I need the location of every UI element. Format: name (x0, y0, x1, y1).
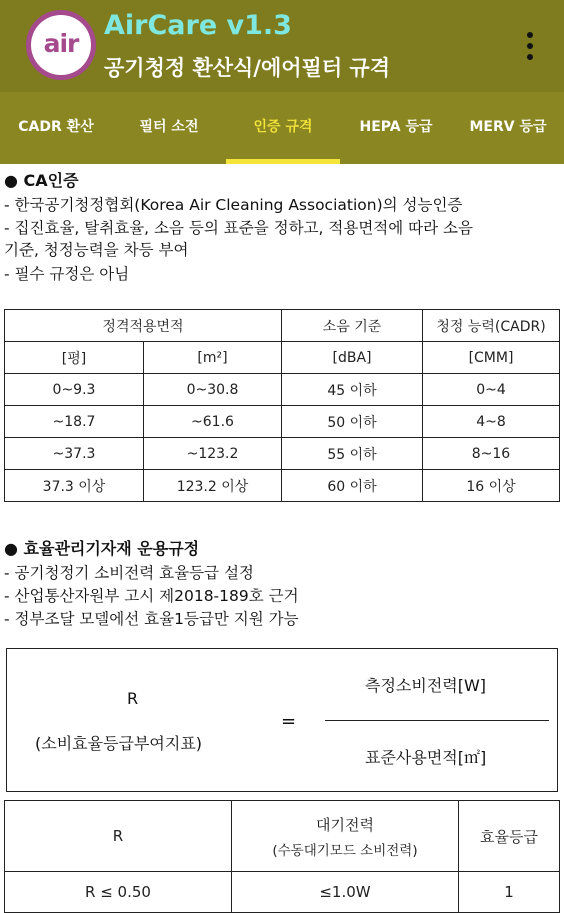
ca-line: 기준, 청정능력을 차등 부여 (4, 241, 189, 259)
table-header-row (5, 801, 560, 872)
table-header-cell: [CMM] (423, 342, 560, 374)
table-header-cell: R (5, 801, 232, 872)
table-row (5, 872, 560, 913)
formula-denominator: 표준사용면적[㎡] (365, 748, 487, 767)
table-cell: ≤1.0W (232, 872, 459, 913)
ca-heading: ● CA인증 (4, 171, 79, 190)
standby-header-label: 대기전력 (316, 815, 374, 834)
table-header-cell: [평] (5, 342, 144, 374)
formula-numerator: 측정소비전력[W] (365, 676, 487, 695)
ca-line: - 집진효율, 탈취효율, 소음 등의 표준을 정하고, 적용면적에 따라 소음 (4, 219, 473, 237)
table-cell: 0~30.8 (144, 374, 282, 406)
efficiency-line: - 정부조달 모델에선 효율1등급만 지원 가능 (4, 610, 299, 628)
tab-cadr[interactable]: CADR 환산 (18, 119, 94, 135)
efficiency-grade-table (4, 800, 560, 913)
table-cell: 1 (459, 872, 560, 913)
app-logo-icon (26, 10, 96, 80)
table-cell: 16 이상 (423, 470, 560, 502)
table-unit-row (5, 342, 560, 374)
table-cell: 60 이하 (282, 470, 423, 502)
table-cell: 45 이하 (282, 374, 423, 406)
table-header-cell: 소음 기준 (282, 310, 423, 342)
ca-standards-table (4, 309, 560, 502)
fraction-bar (325, 720, 549, 721)
tab-filter[interactable]: 필터 소전 (139, 119, 199, 135)
efficiency-line: - 산업통산자원부 고시 제2018-189호 근거 (4, 587, 299, 605)
formula-equals: = (281, 711, 297, 732)
table-cell: 55 이하 (282, 438, 423, 470)
table-cell: 8~16 (423, 438, 560, 470)
table-header-cell: [m²] (144, 342, 282, 374)
standby-header-sublabel: (수동대기모드 소비전력) (272, 842, 418, 859)
table-cell: ~37.3 (5, 438, 144, 470)
app-subtitle: 공기청정 환산식/에어필터 규격 (104, 56, 391, 80)
table-row (5, 374, 560, 406)
app-title: AirCare v1.3 (104, 10, 292, 41)
table-header-cell: 정격적용면적 (5, 310, 282, 342)
table-cell: 4~8 (423, 406, 560, 438)
table-header-row (5, 310, 560, 342)
table-cell: 50 이하 (282, 406, 423, 438)
ca-line: - 한국공기청정협회(Korea Air Cleaning Association)의 성능인증 (4, 196, 463, 214)
table-cell: ~61.6 (144, 406, 282, 438)
table-cell: 0~4 (423, 374, 560, 406)
efficiency-formula (6, 648, 558, 792)
formula-lhs: R (127, 689, 139, 708)
table-cell: ~123.2 (144, 438, 282, 470)
overflow-menu-icon[interactable] (516, 28, 544, 64)
table-header-cell: [dBA] (282, 342, 423, 374)
ca-line: - 필수 규정은 아님 (4, 265, 130, 283)
formula-lhs-description: (소비효율등급부여지표) (35, 734, 203, 753)
efficiency-heading: ● 효율관리기자재 운용규정 (4, 539, 200, 558)
table-cell: 0~9.3 (5, 374, 144, 406)
table-cell: 37.3 이상 (5, 470, 144, 502)
table-header-cell: 청정 능력(CADR) (423, 310, 560, 342)
efficiency-line: - 공기청정기 소비전력 효율등급 설정 (4, 564, 254, 582)
table-cell: R ≤ 0.50 (5, 872, 232, 913)
tab-merv[interactable]: MERV 등급 (469, 119, 547, 135)
table-cell: ~18.7 (5, 406, 144, 438)
table-cell: 123.2 이상 (144, 470, 282, 502)
table-row (5, 470, 560, 502)
tab-bar (0, 92, 564, 164)
table-header-cell (232, 801, 459, 872)
logo-text: air (43, 29, 79, 58)
tab-hepa[interactable]: HEPA 등급 (359, 119, 433, 135)
table-row (5, 438, 560, 470)
table-header-cell: 효율등급 (459, 801, 560, 872)
tab-certification[interactable]: 인증 규격 (253, 119, 313, 135)
active-tab-indicator (226, 159, 340, 164)
app-bar (0, 0, 564, 92)
table-row (5, 406, 560, 438)
